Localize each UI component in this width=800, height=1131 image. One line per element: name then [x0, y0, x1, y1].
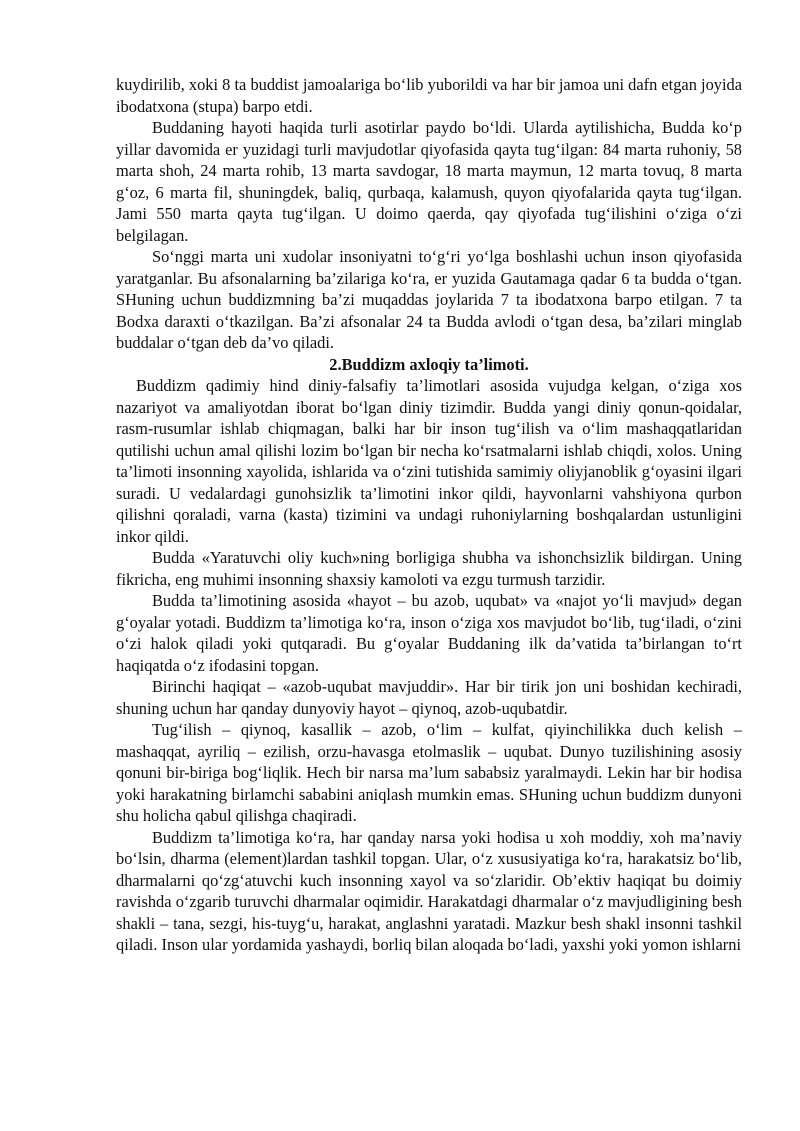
- document-page: [116, 74, 742, 956]
- paragraph-dharma: Buddizm ta’limotiga ko‘ra, har qanday narsa yoki hodisa u xoh moddiy, xoh ma’naviy bo‘lsin, dharma (element)lardan tashkil topgan. Ular, o‘z xususiyatiga ko‘ra, harakatsiz bo‘lib, dharmalarni qo‘zg‘atuvchi kuch insonning xayol va so‘zlaridir. Ob’ektiv haqiqat bu doimiy ravishda o‘zgarib turuvchi dharmalar oqimidir. Harakatdagi dharmalar o‘z mavjudligining besh shakli – tana, sezgi, his-tuyg‘u, harakat, anglashni yaratadi. Mazkur besh shakl insonni tashkil qiladi. Inson ular yordamida yashaydi, borliq bilan aloqada bo‘ladi, yaxshi yoki yomon ishlarni: [116, 827, 742, 954]
- paragraph-first-truth: Birinchi haqiqat – «azob-uqubat mavjuddir». Har bir tirik jon uni boshidan kechiradi, shuning uchun har qanday dunyoviy hayot – qiynoq, azob-uqubatdir.: [116, 677, 742, 718]
- paragraph-buddha-legends: Buddaning hayoti haqida turli asotirlar paydo bo‘ldi. Ularda aytilishicha, Budda ko‘p yillar davomida er yuzidagi turli mavjudotlar qiyofasida qayta tug‘ilgan: 84 marta ruhoniy, 58 marta shoh, 24 marta rohib, 13 marta savdogar, 18 marta maymun, 12 marta tovuq, 8 marta g‘oz, 6 marta fil, shuningdek, baliq, qurbaqa, kalamush, quyon qiyofalarida qayta tug‘ilgan. Jami 550 marta qayta tug‘ilgan. U doimo qaerda, qay qiyofada tug‘ilishini o‘ziga o‘zi belgilagan.: [116, 118, 742, 245]
- paragraph-suffering: Tug‘ilish – qiynoq, kasallik – azob, o‘lim – kulfat, qiyinchilikka duch kelish – mashaqqat, ayriliq – ezilish, orzu-havasga etolmaslik – uqubat. Dunyo tuzilishining asosiy qonuni bir-biriga bog‘liqlik. Hech bir narsa ma’lum sababsiz yaralmaydi. Lekin har bir hodisa yoki harakatning birlamchi sababini aniqlash mumkin emas. SHuning uchun buddizm dunyoni shu holicha qabul qilishga chaqiradi.: [116, 720, 742, 825]
- paragraph-core-ideas: Budda ta’limotining asosida «hayot – bu azob, uqubat» va «najot yo‘li mavjud» degan g‘oyalar yotadi. Buddizm ta’limotiga ko‘ra, inson o‘ziga xos mavjudot bo‘lib, tug‘iladi, o‘zini o‘zi halok qiladi yoki qutqaradi. Bu g‘oyalar Buddaning ilk da’vatida ta’birlangan to‘rt haqiqatda o‘z ifodasini topgan.: [116, 591, 742, 675]
- paragraph-buddhism-definition: Buddizm qadimiy hind diniy-falsafiy ta’limotlari asosida vujudga kelgan, o‘ziga xos nazariyot va amaliyotdan iborat bo‘lgan diniy tizimdir. Budda yangi diniy qonun-qoidalar, rasm-rusumlar ishlab chiqmagan, balki har bir inson tug‘ilish va o‘lim mashaqqatlaridan qutilishi uchun amal qilishi lozim bo‘lgan bir necha ko‘rsatmalarni ishlab chiqdi, xolos. Uning ta’limoti insonning xayolida, ishlarida va o‘zini tutishida samimiy oliyjanoblik g‘oyasini ilgari suradi. U vedalardagi gunohsizlik ta’limotini inkor qildi, hayvonlarni vahshiyona qurbon qilishni qoraladi, varna (kasta) tizimini va undagi ruhoniylarning boshqalardan ustunligini inkor qildi.: [116, 376, 742, 546]
- paragraph-continuation: kuydirilib, xoki 8 ta buddist jamoalariga bo‘lib yuborildi va har bir jamoa uni dafn etgan joyida ibodatxona (stupa) barpo etdi.: [116, 75, 742, 116]
- paragraph-supreme-power: Budda «Yaratuvchi oliy kuch»ning borligiga shubha va ishonchsizlik bildirgan. Uning fikricha, eng muhimi insonning shaxsiy kamoloti va ezgu turmush tarzidir.: [116, 548, 742, 589]
- paragraph-last-rebirth: So‘nggi marta uni xudolar insoniyatni to‘g‘ri yo‘lga boshlashi uchun inson qiyofasida yaratganlar. Bu afsonalarning ba’zilariga ko‘ra, er yuzida Gautamaga qadar 6 ta budda o‘tgan. SHuning uchun buddizmning ba’zi muqaddas joylarida 7 ta ibodatxona barpo etilgan. 7 ta Bodxa daraxti o‘tkazilgan. Ba’zi afsonalar 24 ta Budda avlodi o‘tgan desa, ba’zilari minglab buddalar o‘tgan deb da’vo qiladi.: [116, 247, 742, 352]
- section-heading: 2.Buddizm axloqiy ta’limoti.: [329, 354, 529, 374]
